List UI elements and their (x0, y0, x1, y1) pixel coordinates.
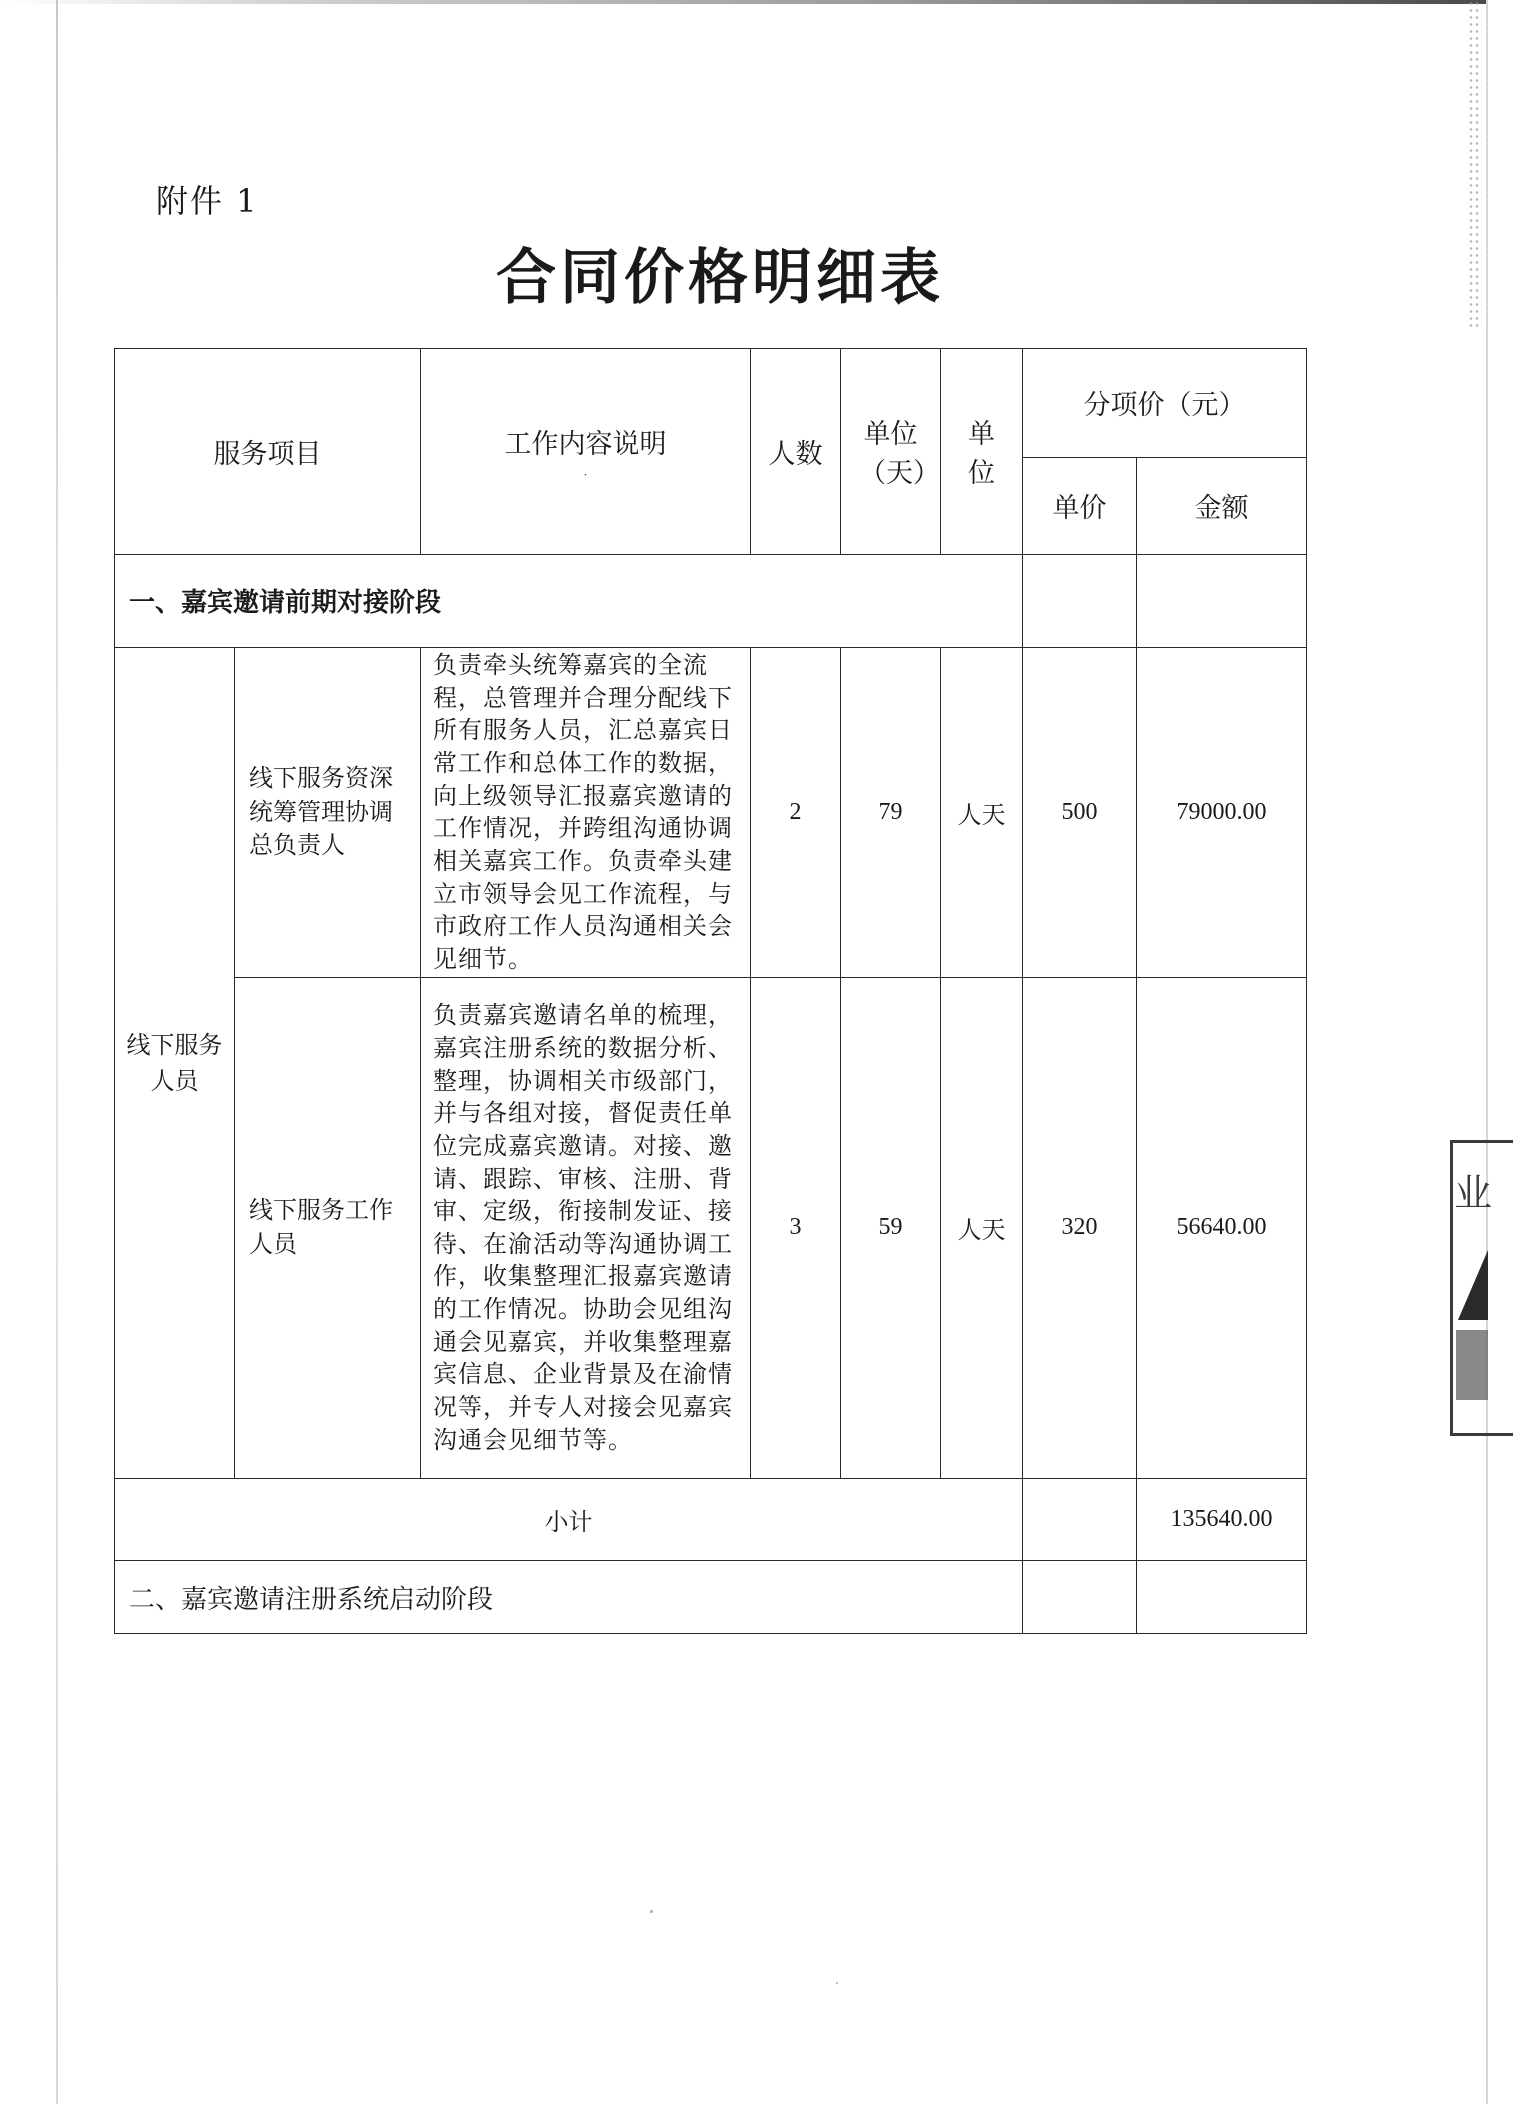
empty-cell (1137, 1561, 1307, 1634)
empty-cell (1137, 554, 1307, 647)
people-cell: 2 (751, 647, 841, 977)
unit-cell: 人天 (941, 977, 1023, 1478)
people-cell: 3 (751, 977, 841, 1478)
scan-top-edge (0, 0, 1488, 4)
category-cell: 线下服务人员 (115, 647, 235, 1478)
amount-cell: 79000.00 (1137, 647, 1307, 977)
scan-right-edge (1486, 0, 1488, 2104)
days-cell: 79 (841, 647, 941, 977)
unit-cell: 人天 (941, 647, 1023, 977)
header-work-description: 工作内容说明 · (421, 349, 751, 555)
subtotal-row (115, 1478, 1307, 1561)
scan-dot-pattern (1468, 0, 1482, 330)
scan-speck (650, 1910, 653, 1913)
section-title: 一、嘉宾邀请前期对接阶段 (115, 554, 1023, 647)
empty-cell (1023, 554, 1137, 647)
header-unit-price: 单价 (1023, 457, 1137, 554)
subtotal-label: 小计 (115, 1478, 1023, 1561)
table-row (115, 647, 1307, 977)
amount-cell: 56640.00 (1137, 977, 1307, 1478)
description-cell: 负责牵头统筹嘉宾的全流程，总管理并合理分配线下所有服务人员，汇总嘉宾日常工作和总体工作的数据，向上级领导汇报嘉宾邀请的工作情况，并跨组沟通协调相关嘉宾工作。负责牵头建立市领导会见工作流程，与市政府工作人员沟通相关会见细节。 (421, 647, 751, 977)
unit-price-cell: 500 (1023, 647, 1137, 977)
table-header-row (115, 349, 1307, 458)
section-title: 二、嘉宾邀请注册系统启动阶段 (115, 1561, 1023, 1634)
empty-cell (1023, 1561, 1137, 1634)
page-title: 合同价格明细表 (496, 243, 944, 313)
subtotal-amount: 135640.00 (1137, 1478, 1307, 1561)
description-cell: 负责嘉宾邀请名单的梳理，嘉宾注册系统的数据分析、整理，协调相关市级部门，并与各组对接，督促责任单位完成嘉宾邀请。对接、邀请、跟踪、审核、注册、背审、定级，衔接制发证、接待、在渝活动等沟通协调工作，收集整理汇报嘉宾邀请的工作情况。协助会见组沟通会见嘉宾，并收集整理嘉宾信息、企业背景及在渝情况等，并专人对接会见嘉宾沟通会见细节等。 (421, 977, 751, 1478)
header-unit-days: 单位（天） (841, 349, 941, 555)
empty-cell (1023, 1478, 1137, 1561)
role-cell: 线下服务资深统筹管理协调总负责人 (235, 647, 421, 977)
stray-mark: · (583, 467, 588, 482)
role-cell: 线下服务工作人员 (235, 977, 421, 1478)
scan-speck (836, 1982, 838, 1984)
header-service-item: 服务项目 (115, 349, 421, 555)
table-row (115, 977, 1307, 1478)
header-people-count: 人数 (751, 349, 841, 555)
attachment-label: 附件 1 (156, 182, 259, 220)
days-cell: 59 (841, 977, 941, 1478)
header-unit: 单位 (941, 349, 1023, 555)
header-sub-price: 分项价（元） (1023, 349, 1307, 458)
seal-stamp-fragment: 业 (1448, 1130, 1488, 1440)
header-amount: 金额 (1137, 457, 1307, 554)
unit-price-cell: 320 (1023, 977, 1137, 1478)
section-row (115, 1561, 1307, 1634)
price-detail-table (114, 348, 1307, 1634)
section-row (115, 554, 1307, 647)
